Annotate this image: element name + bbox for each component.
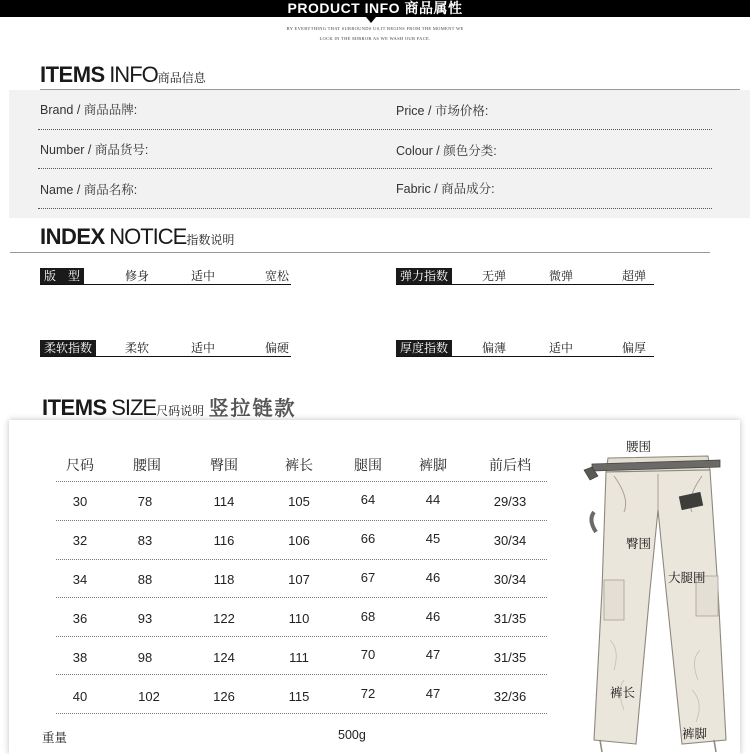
- elasticity-scale-line: [396, 284, 654, 285]
- thickness-option: 偏薄: [482, 341, 507, 355]
- thickness-scale-line: [396, 356, 654, 357]
- diagram-hem-label: 裤脚: [682, 727, 708, 741]
- items-size-heading-cn: 尺码说明: [156, 404, 205, 418]
- col-header-hip: 臀围: [210, 457, 238, 473]
- row-divider: [56, 520, 547, 521]
- slogan-line-2: LOCK IN THE MIRROR AS WE WASH OUR FACE.: [319, 36, 431, 41]
- row-divider: [56, 597, 547, 598]
- cell-waist: 88: [137, 572, 153, 587]
- elasticity-option: 超弹: [622, 269, 647, 283]
- cell-hem: 46: [425, 570, 441, 585]
- cell-hem: 44: [425, 492, 441, 507]
- cell-hip: 126: [213, 689, 235, 704]
- row-divider: [56, 713, 547, 714]
- cell-size: 34: [72, 572, 88, 587]
- col-header-hem: 裤脚: [419, 457, 447, 473]
- col-header-waist: 腰围: [133, 457, 161, 473]
- index-notice-heading-bold: INDEX: [40, 224, 105, 249]
- banner-title: PRODUCT INFO 商品属性: [287, 0, 463, 16]
- items-size-heading: [42, 392, 297, 421]
- items-info-heading: [40, 62, 206, 88]
- row-divider: [56, 636, 547, 637]
- fit-tag: 版 型: [40, 268, 84, 284]
- divider: [10, 252, 710, 253]
- cell-hip: 122: [213, 611, 235, 626]
- top-banner: [0, 0, 750, 17]
- cell-thigh: 64: [360, 492, 376, 507]
- cell-size: 40: [72, 689, 88, 704]
- index-notice-heading-light: NOTICE: [109, 224, 187, 249]
- cell-thigh: 66: [360, 531, 376, 546]
- brand-field: Brand / 商品品牌:: [40, 103, 138, 117]
- cell-rise: 29/33: [493, 494, 527, 509]
- cell-hem: 47: [425, 686, 441, 701]
- fit-option: 修身: [125, 269, 150, 283]
- index-notice-heading: [40, 224, 234, 250]
- row-divider: [56, 674, 547, 675]
- cell-thigh: 67: [360, 570, 376, 585]
- cell-length: 105: [288, 494, 310, 509]
- cell-hem: 46: [425, 609, 441, 624]
- cell-hem: 45: [425, 531, 441, 546]
- colour-field: Colour / 颜色分类:: [396, 144, 497, 158]
- elasticity-tag: 弹力指数: [396, 268, 452, 284]
- diagram-thigh-label: 大腿围: [668, 571, 706, 585]
- thickness-option: 偏厚: [622, 341, 647, 355]
- slogan-line-1: BY EVERYTHING THAT SURROUNDS US,IT BEGINS FROM THE MOMENT WE: [286, 26, 464, 31]
- fit-option: 宽松: [265, 269, 290, 283]
- cell-length: 110: [288, 611, 310, 626]
- field-divider: [38, 168, 712, 169]
- softness-option: 适中: [191, 341, 216, 355]
- name-field: Name / 商品名称:: [40, 183, 138, 197]
- cell-length: 106: [288, 533, 310, 548]
- cell-rise: 32/36: [493, 689, 527, 704]
- cell-rise: 30/34: [493, 572, 527, 587]
- cell-hem: 47: [425, 647, 441, 662]
- cell-hip: 118: [213, 572, 235, 587]
- col-header-thigh: 腿围: [354, 457, 382, 473]
- cell-rise: 31/35: [493, 611, 527, 626]
- col-header-size: 尺码: [66, 457, 94, 473]
- cell-thigh: 68: [360, 609, 376, 624]
- banner-pointer: [366, 17, 376, 23]
- elasticity-option: 微弹: [549, 269, 574, 283]
- pants-diagram: [580, 440, 740, 752]
- cell-rise: 30/34: [493, 533, 527, 548]
- cell-waist: 93: [137, 611, 153, 626]
- cell-length: 115: [288, 689, 310, 704]
- cell-size: 38: [72, 650, 88, 665]
- diagram-length-label: 裤长: [610, 686, 636, 700]
- field-divider: [38, 208, 712, 209]
- cell-rise: 31/35: [493, 650, 527, 665]
- col-header-length: 裤长: [285, 457, 313, 473]
- row-divider: [56, 481, 547, 482]
- cell-length: 111: [289, 650, 309, 665]
- price-field: Price / 市场价格:: [396, 104, 489, 118]
- row-divider: [56, 559, 547, 560]
- cell-size: 36: [72, 611, 88, 626]
- cell-waist: 78: [137, 494, 153, 509]
- softness-scale-line: [40, 356, 291, 357]
- cell-size: 32: [72, 533, 88, 548]
- fit-option: 适中: [191, 269, 216, 283]
- cell-length: 107: [288, 572, 310, 587]
- weight-value: 500g: [338, 728, 366, 742]
- thickness-tag: 厚度指数: [396, 340, 452, 356]
- items-info-heading-bold: ITEMS: [40, 62, 105, 87]
- items-size-heading-bold: ITEMS: [42, 395, 107, 420]
- fabric-field: Fabric / 商品成分:: [396, 182, 495, 196]
- softness-option: 柔软: [125, 341, 150, 355]
- cell-waist: 98: [137, 650, 153, 665]
- cell-waist: 83: [137, 533, 153, 548]
- cell-hip: 124: [213, 650, 235, 665]
- number-field: Number / 商品货号:: [40, 143, 149, 157]
- items-size-heading-light: SIZE: [111, 395, 157, 420]
- fit-scale-line: [40, 284, 291, 285]
- zipper-style-title: 竖拉链款: [208, 398, 297, 420]
- cell-size: 30: [72, 494, 88, 509]
- cell-thigh: 72: [360, 686, 376, 701]
- col-header-rise: 前后档: [489, 457, 531, 473]
- items-info-heading-light: INFO: [109, 62, 158, 87]
- cell-waist: 102: [138, 689, 160, 704]
- elasticity-option: 无弹: [482, 269, 507, 283]
- softness-option: 偏硬: [265, 341, 290, 355]
- cell-hip: 114: [213, 494, 235, 509]
- index-notice-heading-cn: 指数说明: [186, 233, 235, 247]
- weight-label: 重量: [42, 731, 68, 745]
- diagram-waist-label: 腰围: [626, 440, 652, 454]
- cell-thigh: 70: [360, 647, 376, 662]
- thickness-option: 适中: [549, 341, 574, 355]
- field-divider: [38, 129, 712, 130]
- softness-tag: 柔软指数: [40, 340, 96, 356]
- items-info-heading-cn: 商品信息: [157, 71, 206, 85]
- cell-hip: 116: [213, 533, 235, 548]
- diagram-hip-label: 臀围: [626, 537, 652, 551]
